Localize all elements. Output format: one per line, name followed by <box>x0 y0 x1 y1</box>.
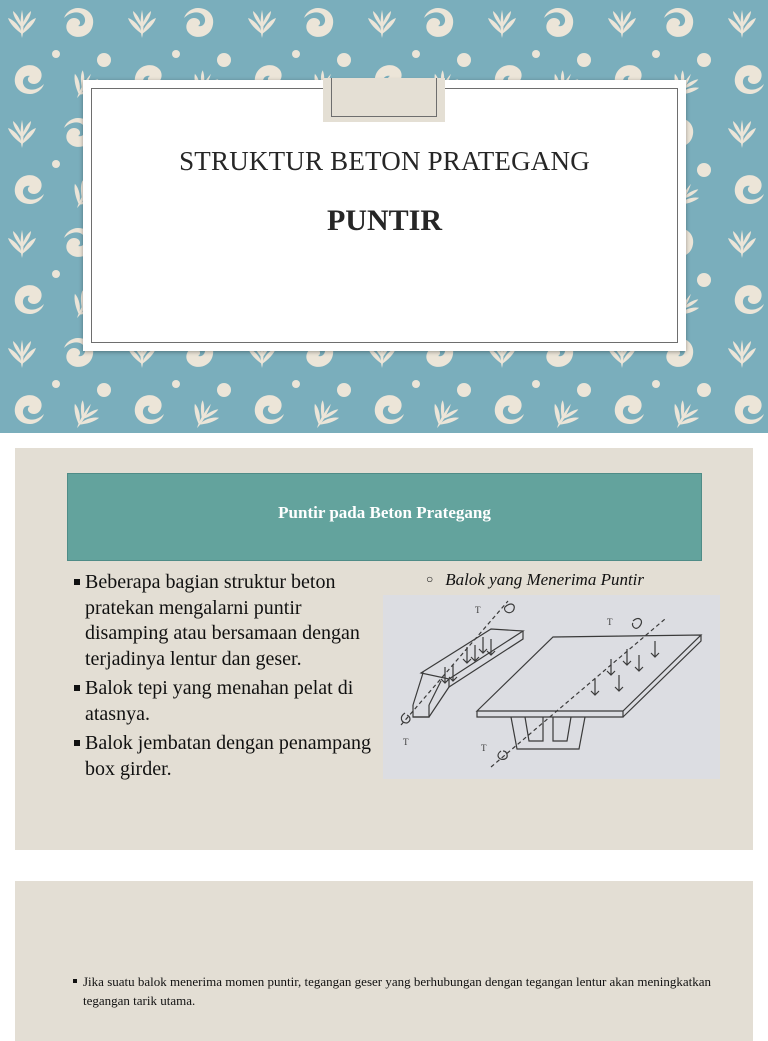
bullet-text: Jika suatu balok menerima momen puntir, tegangan geser yang berhubungan dengan tegangan lentur akan meningkatkan tegangan tarik utama. <box>83 974 711 1008</box>
content-slide-partial <box>15 881 753 1041</box>
torsion-beam-figure <box>383 595 720 779</box>
title-slide <box>0 0 768 433</box>
square-bullet-icon <box>74 685 80 691</box>
torque-label: T <box>607 617 613 627</box>
list-item <box>73 570 373 672</box>
circle-bullet-icon: ○ <box>426 572 434 586</box>
square-bullet-icon <box>74 740 80 746</box>
square-bullet-icon <box>74 579 80 585</box>
list-item <box>73 731 373 782</box>
figure-caption <box>426 570 644 590</box>
list-item <box>73 972 723 1010</box>
bullet-text: Balok jembatan dengan penampang box girder. <box>85 732 372 780</box>
torque-label: T <box>403 737 409 747</box>
slide-subtitle: PUNTIR <box>326 204 442 237</box>
section-banner <box>67 473 702 561</box>
bullet-list <box>73 570 373 786</box>
figure-caption-text: Balok yang Menerima Puntir <box>445 570 645 589</box>
content-slide-puntir <box>15 448 753 850</box>
bullet-text: Beberapa bagian struktur beton pratekan mengalarni puntir disamping atau bersamaan dengan terjadinya lentur dan geser. <box>85 571 360 670</box>
torque-label: T <box>481 743 487 753</box>
bullet-text: Balok tepi yang menahan pelat di atasnya. <box>85 677 354 725</box>
banner-title: Puntir pada Beton Prategang <box>278 503 491 522</box>
title-card-tab-border <box>331 78 437 117</box>
torsion-beam-diagram <box>383 595 720 779</box>
title-card <box>83 80 686 351</box>
torque-label: T <box>475 605 481 615</box>
square-bullet-icon <box>73 979 77 983</box>
slide-title: STRUKTUR BETON PRATEGANG <box>179 146 590 176</box>
title-card-tab <box>323 78 445 122</box>
list-item <box>73 676 373 727</box>
